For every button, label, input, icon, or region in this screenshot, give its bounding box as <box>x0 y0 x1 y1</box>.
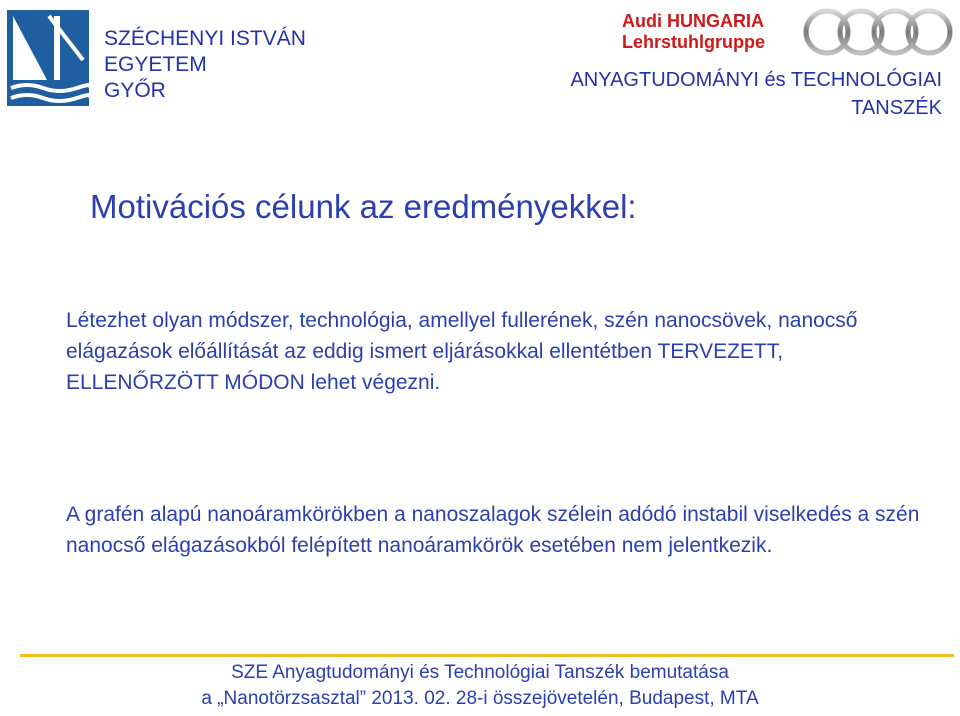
department-name <box>462 66 942 122</box>
university-name-line1: SZÉCHENYI ISTVÁN <box>104 27 306 50</box>
sponsor-name <box>622 10 792 52</box>
sponsor-name-line2: Lehrstuhlgruppe <box>622 32 765 52</box>
audi-rings-icon <box>800 6 956 58</box>
university-name <box>104 26 344 104</box>
paragraph-motivation: Létezhet olyan módszer, technológia, amellyel fullerének, szén nanocsövek, nanocső elágazások előállítását az eddig ismert eljárásokkal ellentétben TERVEZETT, ELLENŐRZÖTT MÓDON lehet végezni. <box>66 309 858 394</box>
department-name-line1: ANYAGTUDOMÁNYI és TECHNOLÓGIAI <box>570 69 942 91</box>
paragraph-graphene: A grafén alapú nanoáramkörökben a nanoszalagok szélein adódó instabil viselkedés a szén nanocső elágazásokból felépített nanoáramkörök esetében nem jelentkezik. <box>66 503 920 557</box>
sponsor-name-line1: Audi HUNGARIA <box>622 11 764 31</box>
slide-title: Motivációs célunk az eredményekkel: <box>90 188 637 225</box>
footer-line1: SZE Anyagtudományi és Technológiai Tanszék bemutatása <box>231 662 729 683</box>
footer-line2: a „Nanotörzsasztal” 2013. 02. 28-i összejövetelén, Budapest, MTA <box>201 688 759 709</box>
university-name-line2: EGYETEM <box>104 53 207 76</box>
footer <box>0 660 960 712</box>
footer-divider <box>20 654 954 657</box>
university-logo-icon <box>7 10 89 106</box>
department-name-line2: TANSZÉK <box>851 97 942 119</box>
university-name-line3: GYŐR <box>104 79 166 102</box>
